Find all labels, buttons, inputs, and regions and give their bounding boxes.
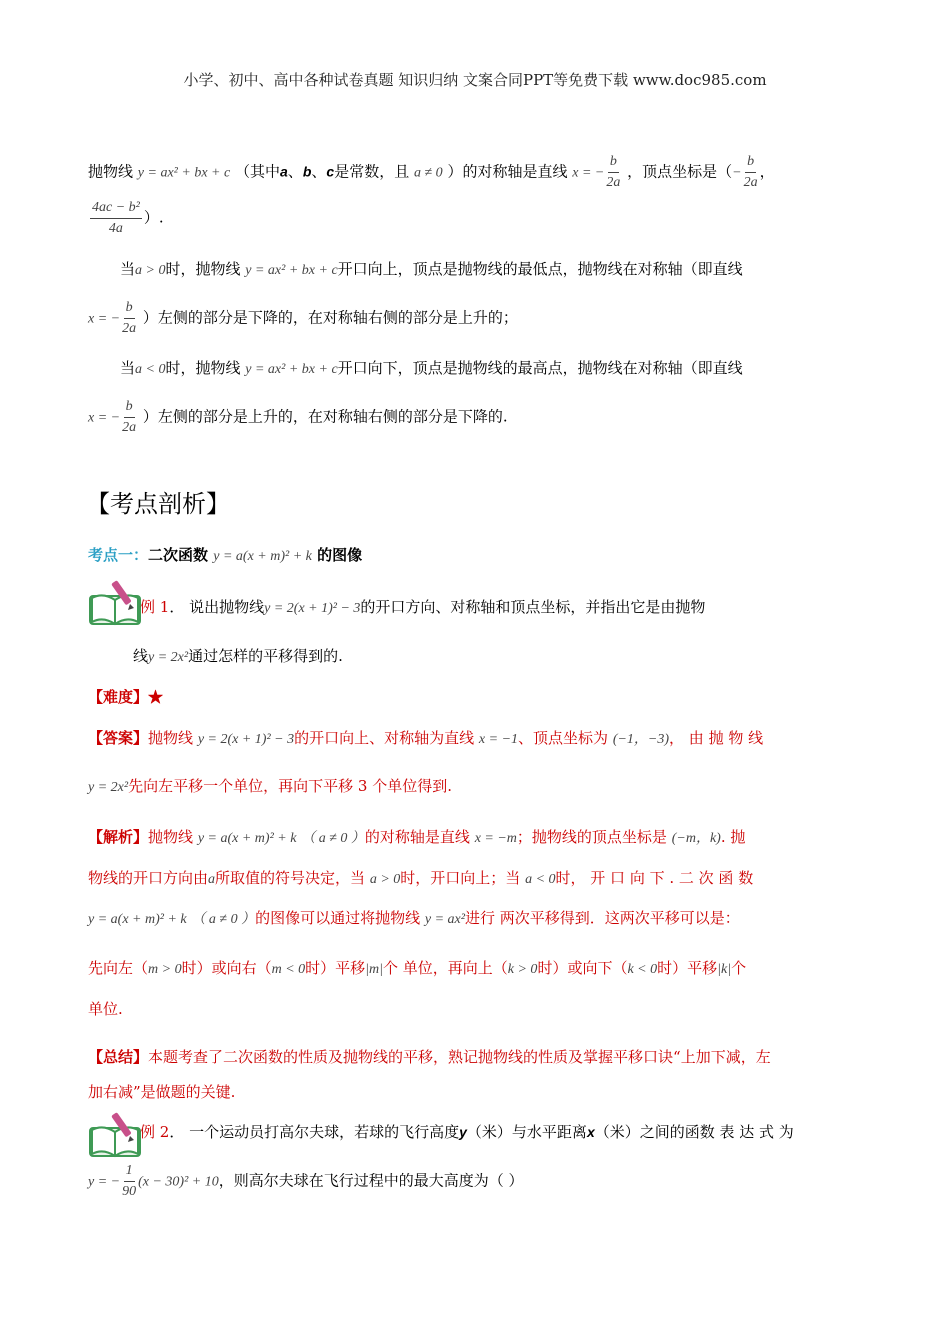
formula: (−1，−3) — [612, 732, 670, 747]
difficulty: 【难度】★ — [88, 688, 164, 706]
p2-line2: x = − $\frac{b}{2a}$ ）左侧的部分是下降的，在对称轴右侧的部分是上升的； — [88, 298, 518, 339]
p3-line2: x = − $\frac{b}{2a}$ ）左侧的部分是上升的，在对称轴右侧的部分是下降的. — [88, 397, 508, 438]
star-rating: ★ — [148, 688, 164, 706]
example-1-line1: 例 1． 说出抛物线y = 2(x + 1)² − 3的开口方向、对称轴和顶点坐标，并指出它是由抛物 — [140, 598, 706, 616]
p1-line2 — [88, 198, 164, 239]
example-2-line1: 例 2． 一个运动员打高尔夫球，若球的飞行高度y（米）与水平距离x（米）之间的函数 表 达 式 为 — [140, 1123, 794, 1141]
var-c: c — [326, 163, 335, 180]
p3-line1: 当a < 0时，抛物线 y = ax² + bx + c开口向下，顶点是抛物线的最高点，抛物线在对称轴（即直线 — [120, 359, 743, 377]
formula: y = ax² + bx + c — [245, 362, 338, 377]
formula: y = 2(x + 1)² − 3 — [264, 601, 361, 616]
text: 是常数，且 — [334, 162, 410, 181]
formula: （ a ≠ 0 ） — [191, 912, 256, 927]
formula: y = ax² + bx + c — [137, 165, 231, 181]
var-x: x — [586, 1124, 595, 1140]
formula: y = 2x² — [148, 650, 189, 665]
fraction-b-2a: $\frac{b}{2a}$ — [606, 154, 621, 190]
formula: m > 0 — [148, 962, 182, 977]
formula: |k| — [717, 962, 732, 977]
book-pen-icon — [88, 578, 142, 628]
formula: y = 2(x + 1)² − 3 — [197, 732, 295, 747]
book-pen-icon — [88, 1110, 142, 1160]
fraction-vertex-y: $\frac{\text{4ac − b²}}{4a}$ — [92, 200, 140, 236]
var-a: a — [280, 163, 288, 180]
text: ）的对称轴是直线 — [447, 162, 568, 181]
answer-label: 【答案】 — [88, 729, 149, 747]
analysis-line3: y = a(x + m)² + k （ a ≠ 0 ）的图像可以通过将抛物线 y = ax²进行 两次平移得到．这两次平移可以是： — [88, 909, 740, 927]
fraction-b-2a: $\frac{b}{2a}$ — [122, 399, 137, 435]
formula: a > 0 — [135, 263, 166, 278]
formula: x = −1 — [478, 732, 519, 747]
formula: y = − — [88, 1174, 121, 1190]
formula: a ≠ 0 — [413, 165, 443, 181]
text: （其中 — [234, 162, 280, 181]
analysis-line2: 物线的开口方向由a所取值的符号决定，当 a > 0时，开口向上；当 a < 0时， 开 口 向 下 . 二 次 函 数 — [88, 869, 754, 887]
formula: y = ax² — [424, 912, 465, 927]
formula: |m| — [365, 962, 383, 977]
analysis-line5: 单位. — [88, 1000, 123, 1018]
text: ，顶点坐标是（ — [627, 162, 733, 181]
kaodian-1: 考点一：二次函数 y = a(x + m)² + k 的图像 — [88, 546, 363, 564]
example-1-line2: 线y = 2x²通过怎样的平移得到的. — [133, 647, 343, 665]
formula: m < 0 — [271, 962, 306, 977]
formula: y = ax² + bx + c — [245, 263, 338, 278]
text: ）. — [143, 208, 164, 227]
formula: （ a ≠ 0 ） — [301, 831, 365, 846]
example-label: 例 1 — [140, 598, 170, 616]
summary-label: 【总结】 — [88, 1048, 149, 1066]
analysis-line1: 【解析】抛物线 y = a(x + m)² + k （ a ≠ 0 ）的对称轴是直线 x = −m；抛物线的顶点坐标是 (−m，k). 抛 — [88, 828, 746, 846]
text: 抛物线 — [88, 162, 134, 181]
kaodian-label: 考点一： — [88, 546, 149, 564]
text: ， — [759, 162, 775, 181]
formula: y = a(x + m)² + k — [213, 549, 312, 564]
formula: (x − 30)² + 10 — [138, 1174, 219, 1190]
formula: k > 0 — [507, 962, 538, 977]
analysis-line4: 先向左（m > 0时）或向右（m < 0时）平移|m|个 单位，再向上（k > 0时）或向下（k < 0时）平移|k|个 — [88, 959, 747, 977]
formula: a > 0 — [369, 872, 401, 887]
p2-line1: 当a > 0时，抛物线 y = ax² + bx + c开口向上，顶点是抛物线的最低点，抛物线在对称轴（即直线 — [120, 260, 743, 278]
var-y: y — [459, 1124, 467, 1140]
text: 、 — [311, 162, 327, 181]
fraction-1-90: $\frac{1}{90}$ — [122, 1163, 137, 1199]
formula: a < 0 — [135, 362, 166, 377]
example-label: 例 2 — [140, 1123, 170, 1141]
var-a: a — [208, 872, 216, 887]
formula: (−m，k) — [671, 831, 721, 846]
formula: − — [732, 165, 742, 181]
section-title: 【考点剖析】 — [86, 490, 230, 518]
summary-line1: 【总结】本题考查了二次函数的性质及抛物线的平移，熟记抛物线的性质及掌握平移口诀“上加下减，左 — [88, 1048, 771, 1066]
fraction-b-2a: $\frac{b}{2a}$ — [122, 300, 137, 336]
formula: x = − — [572, 165, 605, 181]
formula: x = − — [88, 410, 121, 426]
var-b: b — [302, 163, 312, 180]
p1-line1 — [88, 152, 775, 193]
example-2-line2: y = − $\frac{1}{90}$ (x − 30)² + 10，则高尔夫球在飞行过程中的最大高度为（ ） — [88, 1161, 524, 1202]
formula: x = − — [88, 311, 121, 327]
analysis-label: 【解析】 — [88, 828, 149, 846]
fraction-b-2a: $\frac{b}{2a}$ — [743, 154, 758, 190]
answer-line1: 【答案】抛物线 y = 2(x + 1)² − 3的开口向上、对称轴为直线 x = −1、顶点坐标为 (−1，−3)， 由 抛 物 线 — [88, 729, 764, 747]
text: 、 — [287, 162, 303, 181]
answer-line2: y = 2x²先向左平移一个单位，再向下平移 3 个单位得到. — [88, 777, 452, 795]
formula: y = a(x + m)² + k — [88, 912, 187, 927]
formula: y = a(x + m)² + k — [197, 831, 297, 846]
formula: a < 0 — [525, 872, 556, 887]
formula: y = 2x² — [88, 780, 129, 795]
summary-line2: 加右减”是做题的关键. — [88, 1083, 236, 1101]
page-header: 小学、初中、高中各种试卷真题 知识归纳 文案合同PPT等免费下载 www.doc985.com — [183, 71, 767, 89]
formula: k < 0 — [627, 962, 658, 977]
formula: x = −m — [474, 831, 517, 846]
